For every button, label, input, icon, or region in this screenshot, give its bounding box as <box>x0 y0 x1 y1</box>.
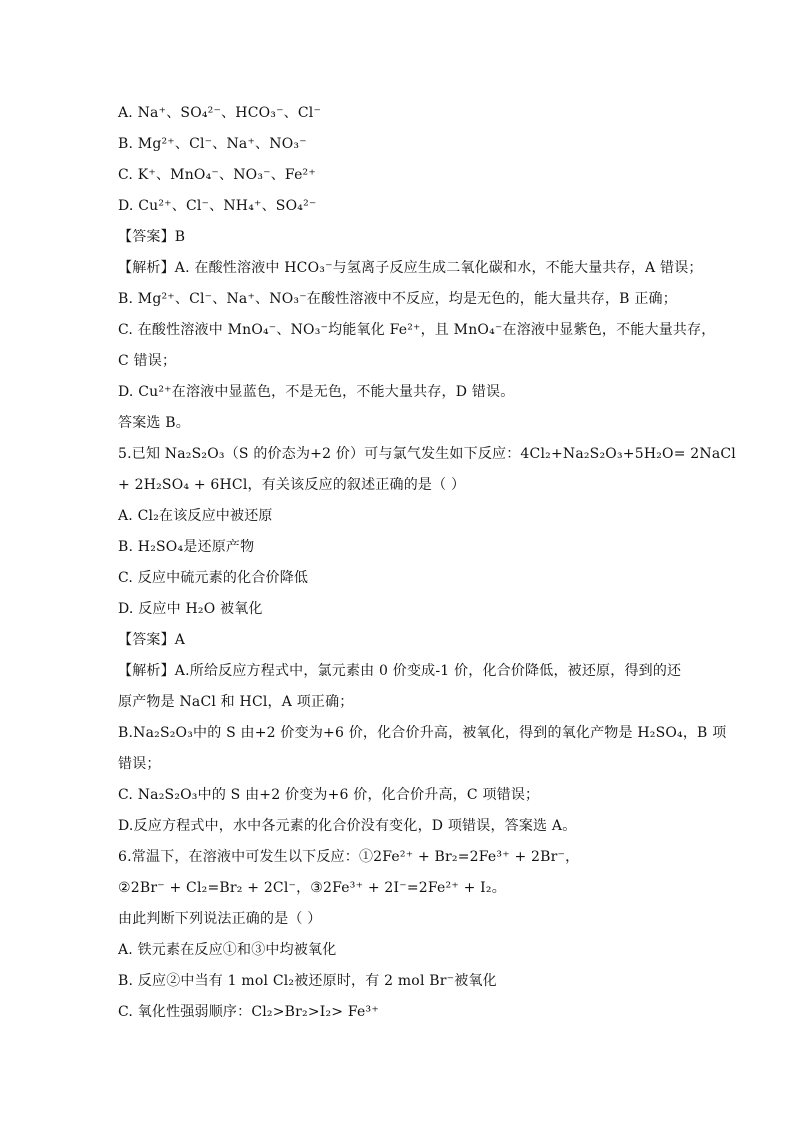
analysis-line: D.反应方程式中，水中各元素的化合价没有变化，D 项错误，答案选 A。 <box>118 818 577 834</box>
analysis-line: B.Na₂S₂O₃中的 S 由+2 价变为+6 价，化合价升高，被氧化，得到的氧化产物是 H₂SO₄，B 项 <box>118 725 727 741</box>
option-c: C. K⁺、MnO₄⁻、NO₃⁻、Fe²⁺ <box>118 167 316 183</box>
analysis-line: D. Cu²⁺在溶液中显蓝色，不是无色，不能大量共存，D 错误。 <box>118 384 515 400</box>
option-c: C. 反应中硫元素的化合价降低 <box>118 570 309 586</box>
analysis-line: 【解析】A.所给反应方程式中，氯元素由 0 价变成-1 价，化合价降低，被还原，得到的还 <box>118 663 682 679</box>
question-5: 5.已知 Na₂S₂O₃（S 的价态为+2 价）可与氯气发生如下反应：4Cl₂+Na₂S₂O₃+5H₂O= 2NaCl <box>118 446 736 462</box>
question-6: 6.常温下，在溶液中可发生以下反应：①2Fe²⁺ + Br₂=2Fe³⁺ + 2Br⁻， <box>118 849 580 865</box>
analysis-line: 错误； <box>118 756 161 772</box>
answer-label: 【答案】A <box>118 632 186 648</box>
analysis-line: 原产物是 NaCl 和 HCl，A 项正确； <box>118 694 354 710</box>
question-6: 由此判断下列说法正确的是（ ） <box>118 911 322 927</box>
analysis-line: C 错误； <box>118 353 177 369</box>
option-a: A. Na⁺、SO₄²⁻、HCO₃⁻、Cl⁻ <box>118 105 322 121</box>
option-a: A. Cl₂在该反应中被还原 <box>118 508 273 524</box>
option-b: B. H₂SO₄是还原产物 <box>118 539 255 555</box>
option-b: B. Mg²⁺、Cl⁻、Na⁺、NO₃⁻ <box>118 136 307 152</box>
option-a: A. 铁元素在反应①和③中均被氧化 <box>118 942 337 958</box>
answer-choice: 答案选 B。 <box>118 415 190 431</box>
analysis-line: C. 在酸性溶液中 MnO₄⁻、NO₃⁻均能氧化 Fe²⁺，且 MnO₄⁻在溶液中显紫色，不能大量共存， <box>118 322 716 338</box>
option-b: B. 反应②中当有 1 mol Cl₂被还原时，有 2 mol Br⁻被氧化 <box>118 973 497 989</box>
option-d: D. 反应中 H₂O 被氧化 <box>118 601 263 617</box>
analysis-line: 【解析】A. 在酸性溶液中 HCO₃⁻与氢离子反应生成二氧化碳和水，不能大量共存，A 错误； <box>118 260 703 276</box>
question-6: ②2Br⁻ + Cl₂=Br₂ + 2Cl⁻，③2Fe³⁺ + 2I⁻=2Fe²⁺ + I₂。 <box>118 880 506 896</box>
question-5: + 2H₂SO₄ + 6HCl，有关该反应的叙述正确的是（ ） <box>118 477 466 493</box>
answer-label: 【答案】B <box>118 229 186 245</box>
option-d: D. Cu²⁺、Cl⁻、NH₄⁺、SO₄²⁻ <box>118 198 317 214</box>
option-c: C. 氧化性强弱顺序：Cl₂>Br₂>I₂> Fe³⁺ <box>118 1004 379 1020</box>
analysis-line: C. Na₂S₂O₃中的 S 由+2 价变为+6 价，化合价升高，C 项错误； <box>118 787 540 803</box>
analysis-line: B. Mg²⁺、Cl⁻、Na⁺、NO₃⁻在酸性溶液中不反应，均是无色的，能大量共存，B 正确； <box>118 291 677 307</box>
